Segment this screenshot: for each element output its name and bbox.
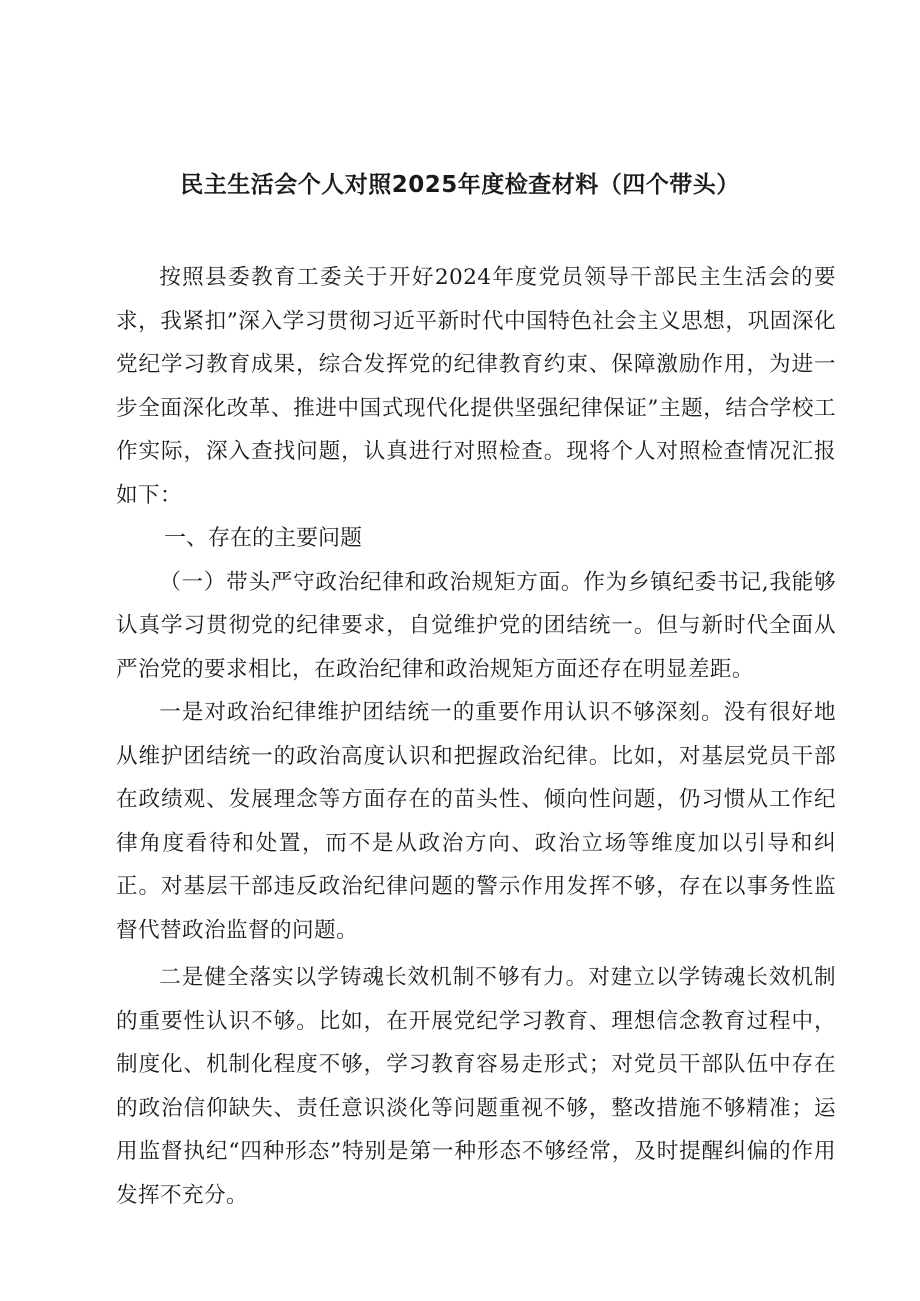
document-title: 民主生活会个人对照2025年度检查材料（四个带头） (180, 172, 740, 198)
point-two-paragraph: 二是健全落实以学铸魂长效机制不够有力。对建立以学铸魂长效机制的重要性认识不够。比如，在开展党纪学习教育、理想信念教育过程中，制度化、机制化程度不够，学习教育容易走形式；对党员干部队伍中存在的政治信仰缺失、责任意识淡化等问题重视不够，整改措施不够精准；运用监督执纪“四种形态”特别是第一种形态不够经常，及时提醒纠偏的作用发挥不充分。 (116, 965, 836, 1208)
intro-paragraph: 按照县委教育工委关于开好2024年度党员领导干部民主生活会的要求，我紧扣”深入学习贯彻习近平新时代中国特色社会主义思想，巩固深化党纪学习教育成果，综合发挥党的纪律教育约束、保障激励作用，为进一步全面深化改革、推进中国式现代化提供坚强纪律保证”主题，结合学校工作实际，深入查找问题，认真进行对照检查。现将个人对照检查情况汇报如下： (116, 265, 836, 508)
subsection-political-discipline: （一）带头严守政治纪律和政治规矩方面。作为乡镇纪委书记,我能够认真学习贯彻党的纪律要求，自觉维护党的团结统一。但与新时代全面从严治党的要求相比，在政治纪律和政治规矩方面还存在明显差距。 (116, 569, 836, 682)
point-one-paragraph: 一是对政治纪律维护团结统一的重要作用认识不够深刻。没有很好地从维护团结统一的政治高度认识和把握政治纪律。比如，对基层党员干部在政绩观、发展理念等方面存在的苗头性、倾向性问题，仍习惯从工作纪律角度看待和处置，而不是从政治方向、政治立场等维度加以引导和纠正。对基层干部违反政治纪律问题的警示作用发挥不够，存在以事务性监督代替政治监督的问题。 (116, 700, 836, 943)
document-body (116, 256, 836, 1217)
section-heading-main-problems: 一、存在的主要问题 (164, 526, 363, 551)
